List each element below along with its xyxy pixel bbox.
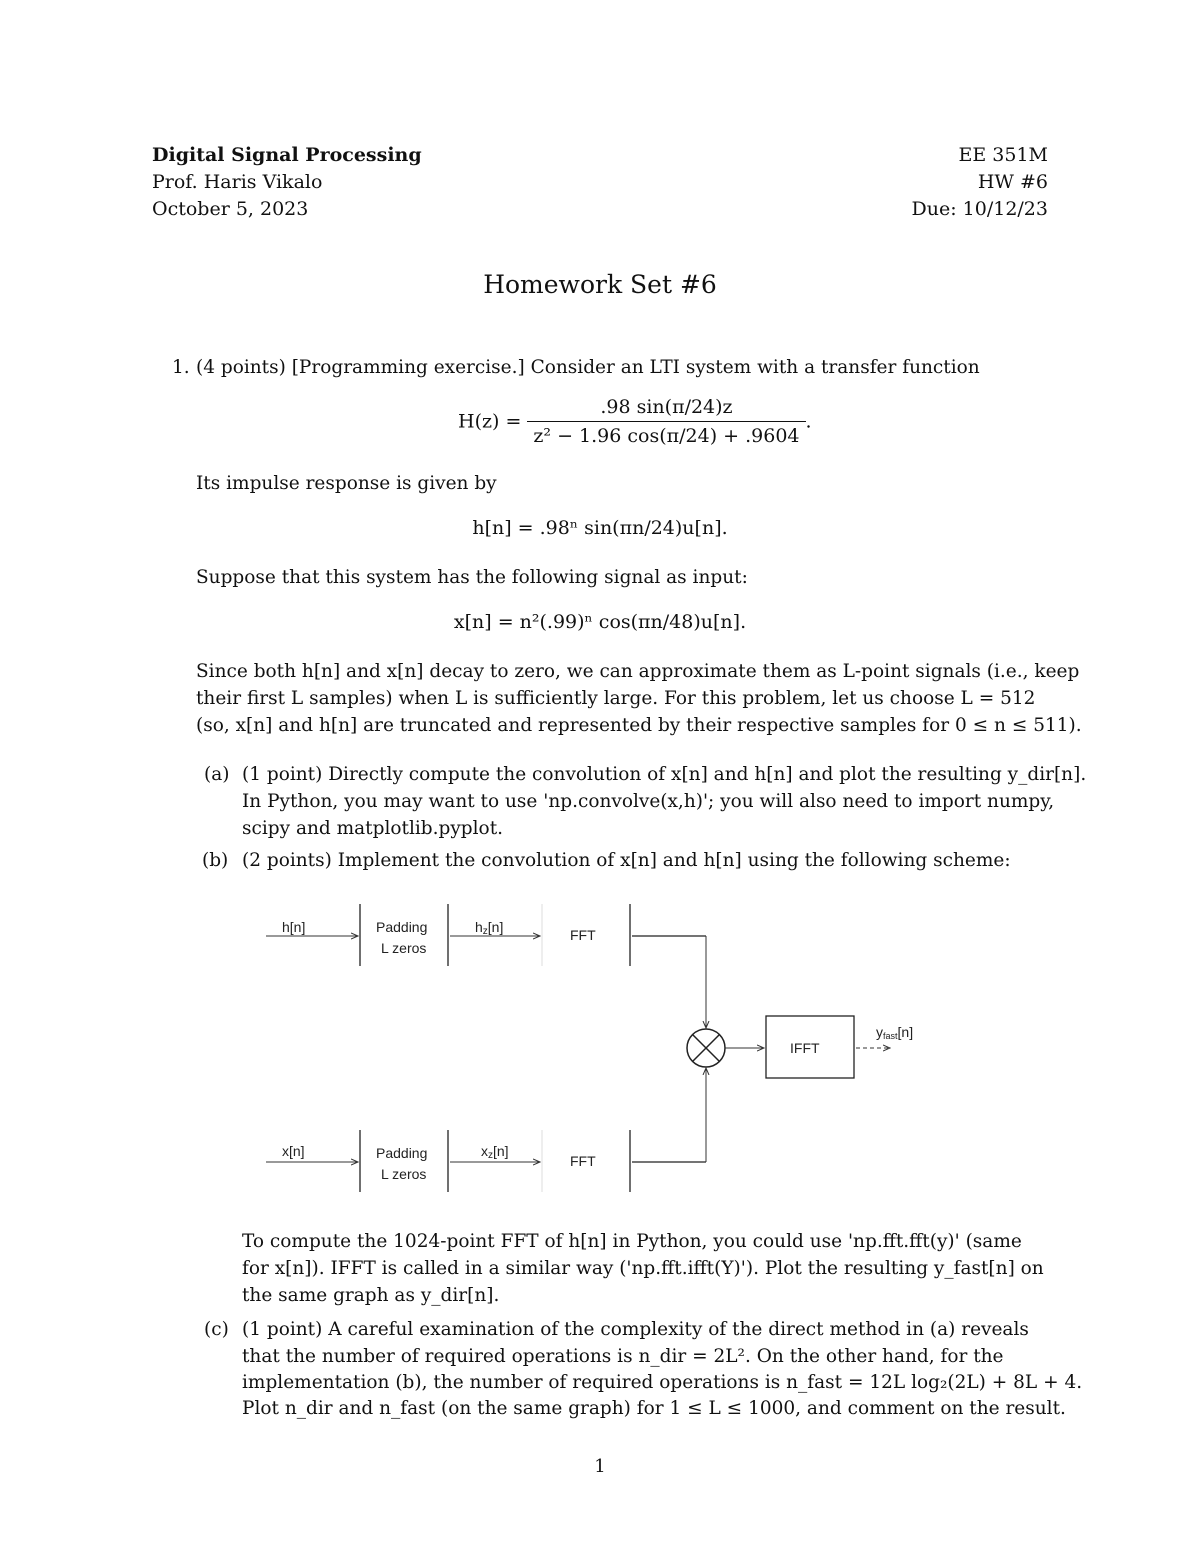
course-name: Digital Signal Processing bbox=[152, 144, 422, 166]
part-b-line: (2 points) Implement the convolution of x[n] and h[n] using the following scheme: bbox=[242, 850, 1011, 871]
x-input-label: x[n] bbox=[282, 1143, 305, 1159]
impulse-equation: h[n] = .98ⁿ sin(πn/24)u[n]. bbox=[472, 517, 728, 539]
part-a-label: (a) bbox=[204, 764, 230, 785]
h-input-label: h[n] bbox=[282, 919, 306, 935]
part-b-after-line-3: the same graph as y_dir[n]. bbox=[242, 1285, 500, 1306]
issue-date: October 5, 2023 bbox=[152, 198, 309, 220]
input-equation: x[n] = n²(.99)ⁿ cos(πn/48)u[n]. bbox=[453, 611, 747, 633]
fft-bottom-label: FFT bbox=[570, 1153, 596, 1169]
transfer-denominator: z² − 1.96 cos(π/24) + .9604 bbox=[533, 425, 800, 447]
part-c-line-1: (1 point) A careful examination of the complexity of the direct method in (a) reveals bbox=[242, 1319, 1029, 1340]
professor-name: Prof. Haris Vikalo bbox=[152, 171, 323, 193]
due-date: Due: 10/12/23 bbox=[911, 198, 1048, 220]
part-a-line-3: scipy and matplotlib.pyplot. bbox=[242, 818, 504, 839]
output-label: yfast[n] bbox=[876, 1024, 914, 1041]
part-c-line-3: implementation (b), the number of required operations is n_fast = 12L log₂(2L) + 8L + 4. bbox=[242, 1372, 1083, 1393]
transfer-period: . bbox=[805, 410, 812, 433]
part-c-label: (c) bbox=[204, 1319, 229, 1340]
xz-label: xz[n] bbox=[481, 1143, 509, 1161]
page-title: Homework Set #6 bbox=[483, 270, 717, 299]
padding-bottom-line2: L zeros bbox=[381, 1166, 427, 1182]
input-intro: Suppose that this system has the following signal as input: bbox=[196, 567, 748, 588]
padding-top-line2: L zeros bbox=[381, 940, 427, 956]
ifft-label: IFFT bbox=[790, 1040, 820, 1056]
part-b-label: (b) bbox=[202, 850, 229, 871]
approx-line-3: (so, x[n] and h[n] are truncated and represented by their respective samples for 0 ≤ n ≤ 511). bbox=[196, 715, 1082, 736]
part-a-line-1: (1 point) Directly compute the convolution of x[n] and h[n] and plot the resulting y_dir[n]. bbox=[242, 764, 1087, 785]
problem-number: 1. bbox=[172, 357, 190, 378]
part-c-line-2: that the number of required operations is n_dir = 2L². On the other hand, for the bbox=[242, 1346, 1004, 1367]
approx-line-2: their first L samples) when L is sufficiently large. For this problem, let us choose L = 512 bbox=[196, 688, 1036, 709]
part-b-after-line-1: To compute the 1024-point FFT of h[n] in Python, you could use 'np.fft.fft(y)' (same bbox=[242, 1231, 1022, 1252]
course-code: EE 351M bbox=[958, 144, 1048, 166]
transfer-numerator: .98 sin(π/24)z bbox=[527, 396, 805, 422]
problem-intro: (4 points) [Programming exercise.] Consider an LTI system with a transfer function bbox=[196, 357, 980, 378]
part-b-after-line-2: for x[n]). IFFT is called in a similar way ('np.fft.ifft(Y)'). Plot the resulting y_fast[n] on bbox=[242, 1258, 1044, 1279]
transfer-lhs: H(z) = bbox=[458, 410, 522, 433]
part-a-line-2: In Python, you may want to use 'np.convolve(x,h)'; you will also need to import numpy, bbox=[242, 791, 1055, 812]
hz-label: hz[n] bbox=[475, 919, 504, 937]
impulse-intro: Its impulse response is given by bbox=[196, 473, 497, 494]
fft-top-label: FFT bbox=[570, 927, 596, 943]
approx-line-1: Since both h[n] and x[n] decay to zero, we can approximate them as L-point signals (i.e., keep bbox=[196, 661, 1080, 682]
part-c-line-4: Plot n_dir and n_fast (on the same graph) for 1 ≤ L ≤ 1000, and comment on the result. bbox=[242, 1398, 1066, 1419]
hw-number: HW #6 bbox=[977, 171, 1048, 193]
padding-bottom-line1: Padding bbox=[376, 1145, 428, 1161]
page-number: 1 bbox=[594, 1456, 606, 1477]
padding-top-line1: Padding bbox=[376, 919, 428, 935]
